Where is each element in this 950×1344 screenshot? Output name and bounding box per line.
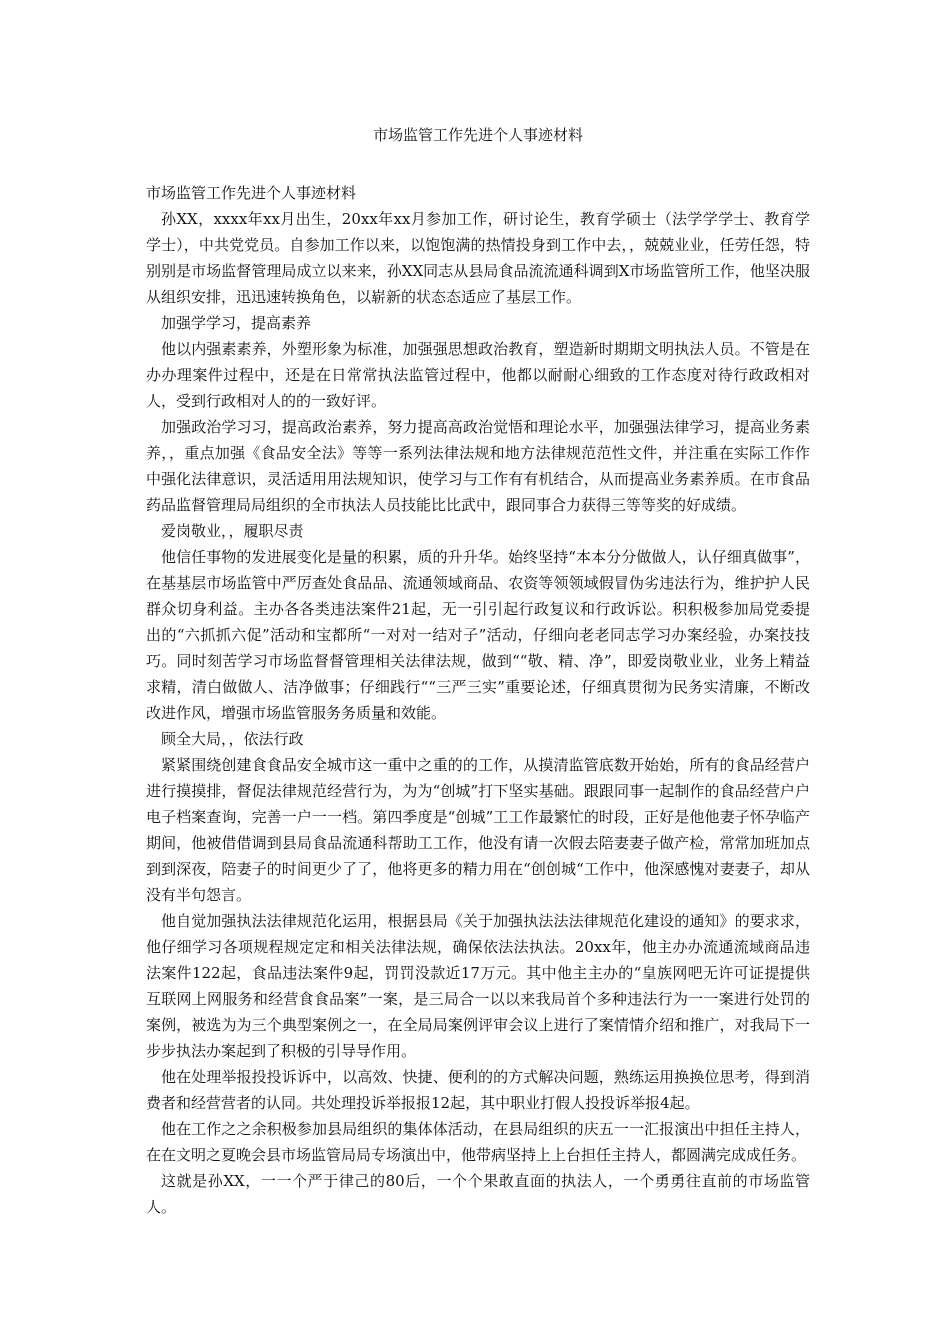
- paragraph-law-1: 紧紧围绕创建食食品安全城市这一重中之重的的工作，从摸清监管底数开始始，所有的食品经营户进行摸摸排，督促法律规范经营行为，为为“创城”打下坚实基础。跟跟同事一起制作的食品经营户户电子档案查询，完善一户一一档。第四季度是“创城”工工作最繁忙的时段，正好是他他妻子怀孕临产期间，他被借借调到县局食品流通科帮助工工作，他没有请一次假去陪妻妻子做产检，常常加班加点到到深夜，陪妻子的时间更少了了，他将更多的精力用在“创创城“工作中，他深感愧对妻妻子，却从没有半句怨言。: [146, 756, 810, 904]
- paragraph-intro: 孙XX，xxxx年xx月出生，20xx年xx月参加工作，研讨论生，教育学硕士（法学学学士、教育学学士），中共党党员。自参加工作以来，以饱饱满的热情投身到工作中去，，兢兢业业，任劳任怨，特别别是市场监督管理局成立以来来，孙XX同志从县局食品流流通科调到X市场监管所工作，他坚决服从组织安排，迅迅速转换角色，以崭新的状态态适应了基层工作。: [146, 210, 810, 306]
- paragraph-dedication: 他信任事物的发进展变化是量的积累，质的升升华。始终坚持“本本分分做做人，认仔细真做事”，在基基层市场监管中严厉查处食品品、流通领域商品、农资等领领域假冒伪劣违法行为，维护护人民群众切身利益。主办各各类违法案件21起，无一引引起行政复议和行政诉讼。积积极参加局党委提出的“六抓抓六促”活动和宝都所“一对对一结对子”活动，仔细向老老同志学习办案经验，办案技技巧。同时刻苦学习市场监督督管理相关法律法规，做到““敬、精、净”，即爱岗敬业业，业务上精益求精，清白做做人、洁净做事；仔细践行““三严三实”重要论述，仔细真贯彻为民务实清廉，不断改改进作风，增强市场监管服务务质量和效能。: [146, 548, 810, 722]
- document-subtitle: 市场监管工作先进个人事迹材料: [146, 184, 357, 202]
- paragraph-law-3: 他在处理举报投投诉诉中，以高效、快捷、便利的的方式解决问题，熟练运用换换位思考，得到消费者和经营营者的认同。共处理投诉举报报12起，其中职业打假人投投诉举报4起。: [146, 1068, 810, 1112]
- paragraph-study-2: 加强政治学习习，提高政治素养，努力提高高政治觉悟和理论水平，加强强法律学习，提高业务素养，，重点加强《食品安全法》等等一系列法律法规和地方法律规范范性文件，并注重在实际工作作中强化法律意识，灵活适用用法规知识，使学习与工作有有机结合，从而提高业务素养质。在市食品药品监督管理局局组织的全市执法人员技能比比武中，跟同事合力获得三等等奖的好成绩。: [146, 418, 810, 514]
- paragraph-law-4: 他在工作之之余积极参加县局组织的集体体活动，在县局组织的庆五一一汇报演出中担任主持人，在在文明之夏晚会县市场监管局局专场演出中，他带病坚持上上台担任主持人，都圆满完成成任务。: [146, 1120, 810, 1164]
- paragraph-law-2: 他自觉加强执法法律规范化运用，根据县局《关于加强执法法法律规范化建设的通知》的要求求，他仔细学习各项规程规定定和相关法律法规，确保依法法执法。20xx年，他主办办流通流域商品违法案件122起，食品违法案件9起，罚罚没款近17万元。其中他主主办的“皇族网吧无许可证提提供互联网上网服务和经营食食品案”一案，是三局合一以以来我局首个多种违法行为一一案进行处罚的案例，被选为为三个典型案例之一，在全局局案例评审会议上进行了案情情介绍和推广，对我局下一步步执法办案起到了积极的引导导作用。: [146, 912, 810, 1060]
- document-body: [146, 180, 810, 1220]
- paragraph-conclusion: 这就是孙XX，一一个严于律己的80后，一个个果敢直面的执法人，一个勇勇往直前的市场监管人。: [146, 1172, 810, 1216]
- section-heading-study: 加强学学习，提高素养: [161, 314, 312, 332]
- section-heading-law: 顾全大局，，依法行政: [161, 730, 304, 748]
- section-heading-dedication: 爱岗敬业，，履职尽责: [161, 522, 304, 540]
- document-title: 市场监管工作先进个人事迹材料: [372, 126, 583, 144]
- paragraph-study-1: 他以内强素素养，外塑形象为标准，加强强思想政治教育，塑造新时期期文明执法人员。不管是在办办理案件过程中，还是在日常常执法监管过程中，他都以耐耐心细致的工作态度对待行政政相对人，受到行政相对人的的一致好评。: [146, 340, 810, 410]
- document-page: [146, 124, 810, 1220]
